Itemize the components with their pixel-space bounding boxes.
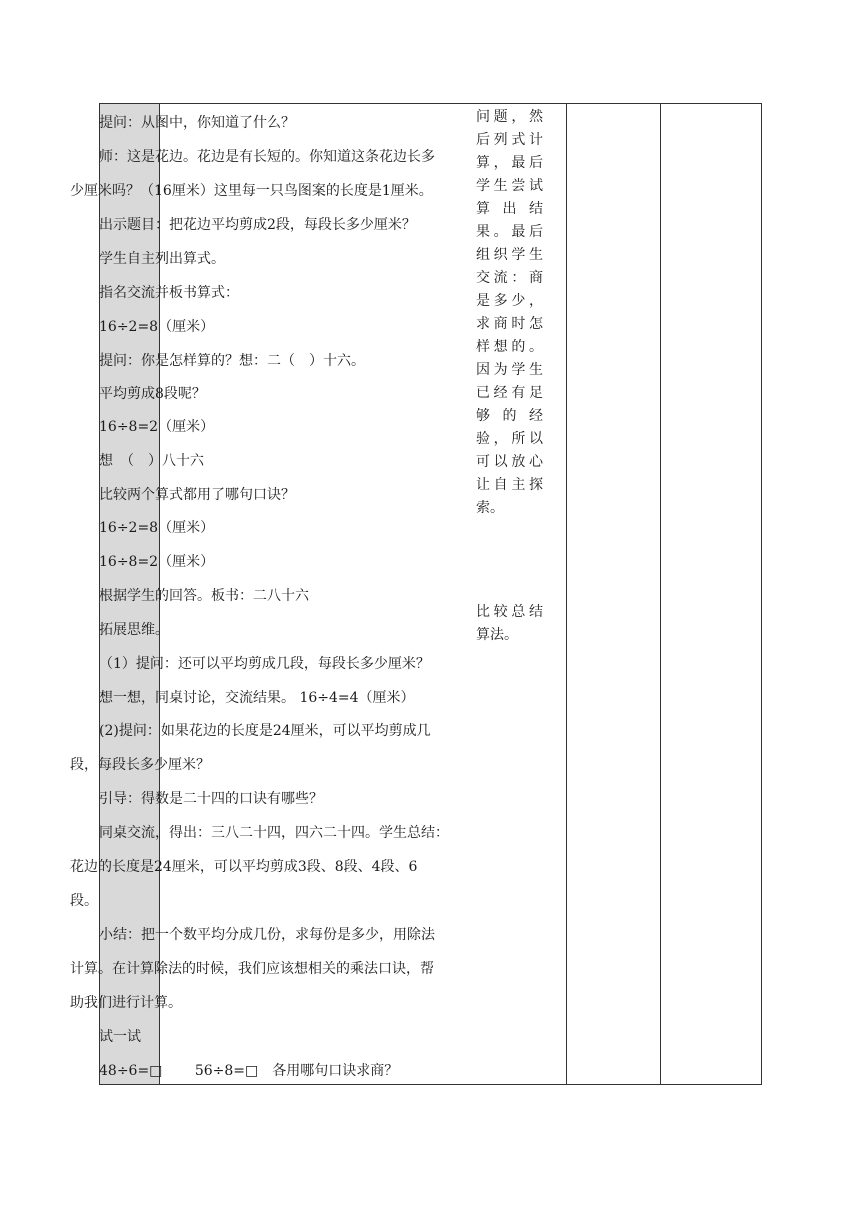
paragraph-line: 少厘米吗？（16厘米）这里每一只鸟图案的长度是1厘米。 (70, 183, 433, 199)
intent-line: 是多少， (476, 293, 543, 309)
paragraph-line: 提问：你是怎样算的？想：二（ ）十六。 (99, 353, 365, 369)
paragraph-line: (2)提问：如果花边的长度是24厘米，可以平均剪成几 (99, 723, 431, 739)
equation-line: 16÷2=8（厘米） (99, 319, 215, 335)
paragraph-line: 计算。在计算除法的时候，我们应该想相关的乘法口诀，帮 (70, 961, 434, 977)
intent-line: 学生尝试 (476, 178, 543, 194)
paragraph-line: 同桌交流，得出：三八二十四，四六二十四。学生总结： (99, 825, 449, 841)
table-column-notes (661, 103, 762, 1085)
intent-line: 组织学生 (476, 247, 543, 263)
intent-line: 果。最后 (476, 224, 543, 240)
intent-line: 已经有足 (476, 385, 543, 401)
intent-line: 交流：商 (476, 270, 543, 286)
paragraph-line: 想一想，同桌讨论，交流结果。 16÷4=4（厘米） (99, 690, 415, 706)
equation-line: 16÷8=2（厘米） (99, 419, 215, 435)
paragraph-line: 花边的长度是24厘米，可以平均剪成3段、8段、4段、6 (70, 859, 418, 875)
paragraph-line: 助我们进行计算。 (70, 995, 182, 1011)
equation-line: 16÷8=2（厘米） (99, 554, 215, 570)
paragraph-line: 指名交流并板书算式： (99, 285, 239, 301)
intent-line: 问题，然 (476, 109, 543, 125)
intent-line: 够的经 (476, 408, 543, 424)
intent-line: 因为学生 (476, 362, 543, 378)
paragraph-line: 师：这是花边。花边是有长短的。你知道这条花边长多 (99, 149, 435, 165)
intent-line: 索。 (476, 500, 504, 516)
intent-line: 验，所以 (476, 431, 543, 447)
paragraph-line: 试一试 (99, 1029, 141, 1045)
equation-line: 16÷2=8（厘米） (99, 520, 215, 536)
intent-line: 可以放心 (476, 454, 543, 470)
paragraph-line: 平均剪成8段呢？ (99, 386, 206, 402)
paragraph-line: 提问：从图中，你知道了什么？ (99, 115, 295, 131)
table-column-intent (566, 103, 661, 1085)
paragraph-line: 小结：把一个数平均分成几份，求每份是多少，用除法 (99, 927, 435, 943)
intent-line: 求商时怎 (476, 316, 543, 332)
paragraph-line: 根据学生的回答。板书：二八十六 (99, 588, 309, 604)
intent-line: 算出结 (476, 201, 543, 217)
paragraph-line: （1）提问：还可以平均剪成几段，每段长多少厘米？ (99, 656, 430, 672)
paragraph-line: 引导：得数是二十四的口诀有哪些？ (99, 791, 323, 807)
intent-line: 后列式计 (476, 132, 543, 148)
paragraph-line: 出示题目：把花边平均剪成2段，每段长多少厘米？ (99, 217, 416, 233)
paragraph-line: 比较两个算式都用了哪句口诀？ (99, 487, 295, 503)
intent-line: 让自主探 (476, 477, 543, 493)
exercise-line: 48÷6=□ 56÷8=□ 各用哪句口诀求商？ (99, 1063, 399, 1079)
paragraph-line: 学生自主列出算式。 (99, 251, 225, 267)
paragraph-line: 想 （ ）八十六 (99, 453, 204, 469)
paragraph-line: 拓展思维。 (99, 622, 169, 638)
intent-line: 样想的。 (476, 339, 543, 355)
intent-line: 算法。 (476, 627, 518, 643)
paragraph-line: 段，每段长多少厘米？ (70, 757, 210, 773)
intent-line: 算，最后 (476, 155, 543, 171)
intent-line: 比较总结 (476, 604, 543, 620)
paragraph-line: 段。 (70, 893, 98, 909)
